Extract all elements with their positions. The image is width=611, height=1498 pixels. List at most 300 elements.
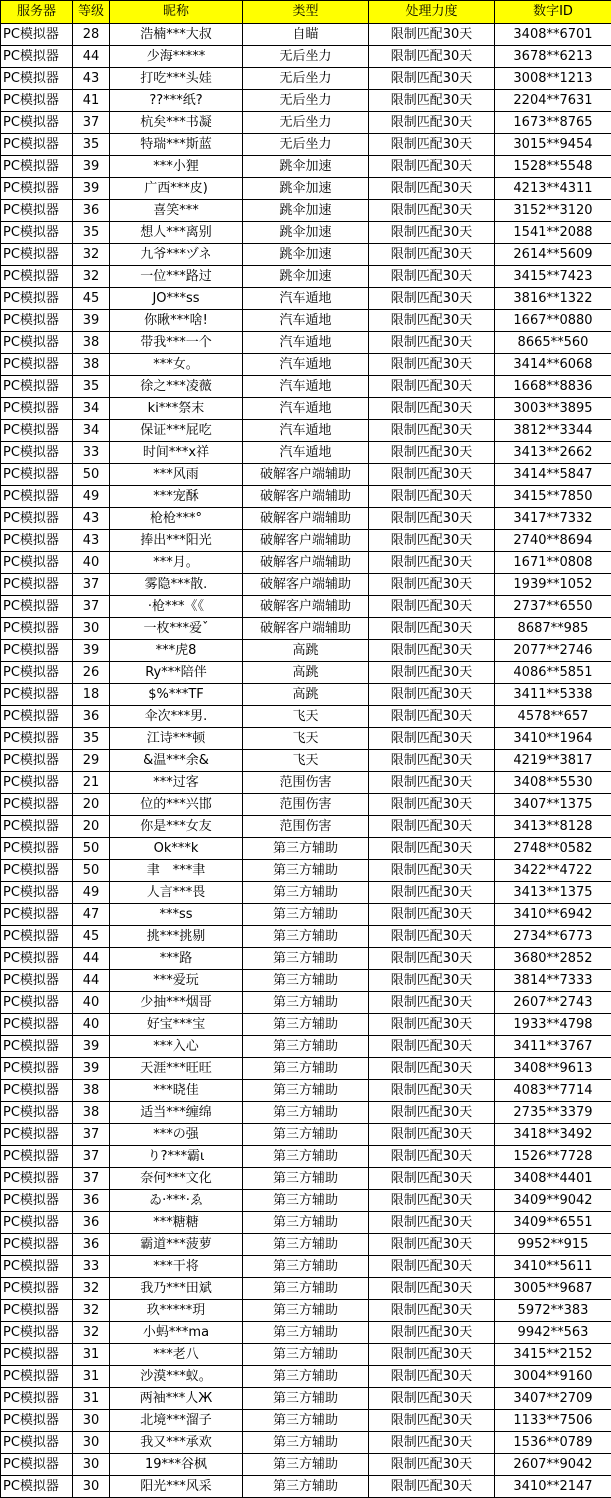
cell-server: PC模拟器 bbox=[1, 728, 73, 750]
table-row bbox=[1, 442, 611, 464]
cell-nickname: ***宠酥 bbox=[110, 486, 243, 508]
cell-digital-id: 3415**7423 bbox=[495, 266, 611, 288]
cell-penalty: 限制匹配30天 bbox=[369, 948, 495, 970]
table-row bbox=[1, 1124, 611, 1146]
cell-digital-id: 1133**7506 bbox=[495, 1410, 611, 1432]
cell-nickname: ***入心 bbox=[110, 1036, 243, 1058]
cell-penalty: 限制匹配30天 bbox=[369, 596, 495, 618]
table-row bbox=[1, 596, 611, 618]
cell-digital-id: 1667**0880 bbox=[495, 310, 611, 332]
cell-digital-id: 4578**657 bbox=[495, 706, 611, 728]
cell-digital-id: 3152**3120 bbox=[495, 200, 611, 222]
table-row bbox=[1, 970, 611, 992]
cell-level: 32 bbox=[73, 1278, 110, 1300]
cell-type: 无后坐力 bbox=[243, 46, 369, 68]
cell-digital-id: 8665**560 bbox=[495, 332, 611, 354]
cell-server: PC模拟器 bbox=[1, 112, 73, 134]
cell-digital-id: 8687**985 bbox=[495, 618, 611, 640]
cell-digital-id: 1939**1052 bbox=[495, 574, 611, 596]
cell-level: 26 bbox=[73, 662, 110, 684]
cell-digital-id: 4083**7714 bbox=[495, 1080, 611, 1102]
cell-type: 飞天 bbox=[243, 750, 369, 772]
cell-nickname: Ry***陪伴 bbox=[110, 662, 243, 684]
cell-server: PC模拟器 bbox=[1, 970, 73, 992]
cell-penalty: 限制匹配30天 bbox=[369, 24, 495, 46]
cell-digital-id: 3408**5530 bbox=[495, 772, 611, 794]
header-row bbox=[1, 1, 611, 24]
cell-type: 汽车遁地 bbox=[243, 442, 369, 464]
cell-nickname: 枪枪***° bbox=[110, 508, 243, 530]
table-row bbox=[1, 640, 611, 662]
table-row bbox=[1, 1322, 611, 1344]
cell-level: 43 bbox=[73, 530, 110, 552]
cell-type: 第三方辅助 bbox=[243, 992, 369, 1014]
cell-server: PC模拟器 bbox=[1, 1058, 73, 1080]
table-row bbox=[1, 156, 611, 178]
cell-nickname: 挑***挑剔 bbox=[110, 926, 243, 948]
cell-server: PC模拟器 bbox=[1, 1256, 73, 1278]
table-row bbox=[1, 288, 611, 310]
cell-penalty: 限制匹配30天 bbox=[369, 640, 495, 662]
cell-penalty: 限制匹配30天 bbox=[369, 772, 495, 794]
cell-level: 43 bbox=[73, 68, 110, 90]
cell-level: 39 bbox=[73, 178, 110, 200]
cell-nickname: ***老八 bbox=[110, 1344, 243, 1366]
cell-server: PC模拟器 bbox=[1, 838, 73, 860]
cell-level: 32 bbox=[73, 244, 110, 266]
cell-nickname: Ok***k bbox=[110, 838, 243, 860]
table-row bbox=[1, 1058, 611, 1080]
cell-level: 32 bbox=[73, 266, 110, 288]
cell-type: 跳伞加速 bbox=[243, 178, 369, 200]
cell-type: 第三方辅助 bbox=[243, 1454, 369, 1476]
cell-nickname: 喜笑*** bbox=[110, 200, 243, 222]
cell-nickname: 小蚂***ma bbox=[110, 1322, 243, 1344]
cell-nickname: 霸道***菠萝 bbox=[110, 1234, 243, 1256]
cell-digital-id: 4086**5851 bbox=[495, 662, 611, 684]
cell-type: 第三方辅助 bbox=[243, 1124, 369, 1146]
cell-type: 破解客户端辅助 bbox=[243, 596, 369, 618]
cell-type: 跳伞加速 bbox=[243, 244, 369, 266]
table-row bbox=[1, 24, 611, 46]
cell-nickname: 想人***离别 bbox=[110, 222, 243, 244]
cell-server: PC模拟器 bbox=[1, 794, 73, 816]
cell-level: 38 bbox=[73, 1102, 110, 1124]
cell-level: 31 bbox=[73, 1388, 110, 1410]
cell-nickname: 位的***兴邯 bbox=[110, 794, 243, 816]
cell-nickname: 北境***溜子 bbox=[110, 1410, 243, 1432]
cell-nickname: 保证***屁吃 bbox=[110, 420, 243, 442]
cell-digital-id: 3413**8128 bbox=[495, 816, 611, 838]
cell-penalty: 限制匹配30天 bbox=[369, 684, 495, 706]
cell-type: 飞天 bbox=[243, 728, 369, 750]
cell-level: 45 bbox=[73, 926, 110, 948]
cell-server: PC模拟器 bbox=[1, 1146, 73, 1168]
cell-type: 第三方辅助 bbox=[243, 1212, 369, 1234]
cell-server: PC模拟器 bbox=[1, 1432, 73, 1454]
cell-type: 无后坐力 bbox=[243, 134, 369, 156]
cell-type: 第三方辅助 bbox=[243, 904, 369, 926]
cell-server: PC模拟器 bbox=[1, 398, 73, 420]
cell-level: 31 bbox=[73, 1366, 110, 1388]
cell-nickname: ***月。 bbox=[110, 552, 243, 574]
table-row bbox=[1, 354, 611, 376]
table-row bbox=[1, 1080, 611, 1102]
cell-level: 45 bbox=[73, 288, 110, 310]
cell-penalty: 限制匹配30天 bbox=[369, 706, 495, 728]
cell-server: PC模拟器 bbox=[1, 486, 73, 508]
table-row bbox=[1, 882, 611, 904]
cell-type: 跳伞加速 bbox=[243, 266, 369, 288]
cell-penalty: 限制匹配30天 bbox=[369, 1124, 495, 1146]
cell-digital-id: 3408**9613 bbox=[495, 1058, 611, 1080]
cell-server: PC模拟器 bbox=[1, 816, 73, 838]
cell-penalty: 限制匹配30天 bbox=[369, 1432, 495, 1454]
cell-penalty: 限制匹配30天 bbox=[369, 1344, 495, 1366]
cell-level: 39 bbox=[73, 156, 110, 178]
cell-type: 汽车遁地 bbox=[243, 310, 369, 332]
cell-server: PC模拟器 bbox=[1, 1234, 73, 1256]
cell-nickname: 雾隐***散. bbox=[110, 574, 243, 596]
cell-type: 第三方辅助 bbox=[243, 1146, 369, 1168]
cell-server: PC模拟器 bbox=[1, 68, 73, 90]
cell-level: 38 bbox=[73, 332, 110, 354]
cell-nickname: 天涯***旺旺 bbox=[110, 1058, 243, 1080]
cell-penalty: 限制匹配30天 bbox=[369, 1234, 495, 1256]
cell-penalty: 限制匹配30天 bbox=[369, 1212, 495, 1234]
cell-penalty: 限制匹配30天 bbox=[369, 464, 495, 486]
cell-type: 第三方辅助 bbox=[243, 1190, 369, 1212]
cell-type: 范围伤害 bbox=[243, 772, 369, 794]
cell-penalty: 限制匹配30天 bbox=[369, 1168, 495, 1190]
cell-level: 34 bbox=[73, 420, 110, 442]
table-row bbox=[1, 1388, 611, 1410]
cell-penalty: 限制匹配30天 bbox=[369, 178, 495, 200]
cell-nickname: ***干将 bbox=[110, 1256, 243, 1278]
cell-level: 38 bbox=[73, 354, 110, 376]
header-digital-id: 数字ID bbox=[495, 1, 611, 24]
cell-level: 28 bbox=[73, 24, 110, 46]
cell-level: 35 bbox=[73, 222, 110, 244]
cell-digital-id: 2607**2743 bbox=[495, 992, 611, 1014]
cell-nickname: 奈何***文化 bbox=[110, 1168, 243, 1190]
cell-level: 37 bbox=[73, 574, 110, 596]
cell-type: 汽车遁地 bbox=[243, 288, 369, 310]
cell-nickname: 两袖***人Ж bbox=[110, 1388, 243, 1410]
cell-penalty: 限制匹配30天 bbox=[369, 156, 495, 178]
cell-type: 破解客户端辅助 bbox=[243, 508, 369, 530]
cell-penalty: 限制匹配30天 bbox=[369, 1388, 495, 1410]
cell-level: 32 bbox=[73, 1300, 110, 1322]
cell-penalty: 限制匹配30天 bbox=[369, 288, 495, 310]
cell-digital-id: 3418**3492 bbox=[495, 1124, 611, 1146]
table-row bbox=[1, 68, 611, 90]
table-row bbox=[1, 992, 611, 1014]
table-row bbox=[1, 200, 611, 222]
cell-nickname: 聿 ***聿 bbox=[110, 860, 243, 882]
cell-nickname: 捧出***阳光 bbox=[110, 530, 243, 552]
cell-penalty: 限制匹配30天 bbox=[369, 552, 495, 574]
cell-level: 36 bbox=[73, 1234, 110, 1256]
cell-level: 37 bbox=[73, 112, 110, 134]
cell-level: 41 bbox=[73, 90, 110, 112]
cell-nickname: 适当***缠绵 bbox=[110, 1102, 243, 1124]
cell-nickname: 我乃***田斌 bbox=[110, 1278, 243, 1300]
cell-penalty: 限制匹配30天 bbox=[369, 816, 495, 838]
cell-digital-id: 1673**8765 bbox=[495, 112, 611, 134]
cell-type: 第三方辅助 bbox=[243, 1344, 369, 1366]
cell-digital-id: 9952**915 bbox=[495, 1234, 611, 1256]
cell-nickname: 好宝***宝 bbox=[110, 1014, 243, 1036]
cell-level: 35 bbox=[73, 728, 110, 750]
cell-nickname: 阳光***风采 bbox=[110, 1476, 243, 1498]
cell-level: 49 bbox=[73, 486, 110, 508]
cell-penalty: 限制匹配30天 bbox=[369, 508, 495, 530]
cell-digital-id: 5972**383 bbox=[495, 1300, 611, 1322]
table-row bbox=[1, 750, 611, 772]
cell-digital-id: 3408**6701 bbox=[495, 24, 611, 46]
cell-level: 37 bbox=[73, 1168, 110, 1190]
cell-type: 第三方辅助 bbox=[243, 1256, 369, 1278]
cell-digital-id: 3005**9687 bbox=[495, 1278, 611, 1300]
cell-nickname: 玖*****玥 bbox=[110, 1300, 243, 1322]
cell-type: 汽车遁地 bbox=[243, 354, 369, 376]
cell-server: PC模拟器 bbox=[1, 46, 73, 68]
cell-nickname: 少抽***烟哥 bbox=[110, 992, 243, 1014]
table-row bbox=[1, 860, 611, 882]
cell-penalty: 限制匹配30天 bbox=[369, 1080, 495, 1102]
cell-digital-id: 3410**2147 bbox=[495, 1476, 611, 1498]
table-row bbox=[1, 926, 611, 948]
table-row bbox=[1, 486, 611, 508]
cell-nickname: 杭矣***书凝 bbox=[110, 112, 243, 134]
cell-level: 36 bbox=[73, 706, 110, 728]
table-row bbox=[1, 1300, 611, 1322]
cell-digital-id: 3422**4722 bbox=[495, 860, 611, 882]
cell-digital-id: 3015**9454 bbox=[495, 134, 611, 156]
table-row bbox=[1, 266, 611, 288]
cell-server: PC模拟器 bbox=[1, 442, 73, 464]
cell-server: PC模拟器 bbox=[1, 266, 73, 288]
cell-server: PC模拟器 bbox=[1, 992, 73, 1014]
cell-type: 汽车遁地 bbox=[243, 376, 369, 398]
cell-digital-id: 3408**4401 bbox=[495, 1168, 611, 1190]
cell-nickname: ??***纸? bbox=[110, 90, 243, 112]
table-row bbox=[1, 1168, 611, 1190]
cell-digital-id: 3414**6068 bbox=[495, 354, 611, 376]
table-body bbox=[1, 24, 611, 1498]
cell-server: PC模拟器 bbox=[1, 1366, 73, 1388]
cell-digital-id: 2614**5609 bbox=[495, 244, 611, 266]
cell-penalty: 限制匹配30天 bbox=[369, 486, 495, 508]
table-row bbox=[1, 552, 611, 574]
table-row bbox=[1, 706, 611, 728]
cell-server: PC模拟器 bbox=[1, 134, 73, 156]
header-level: 等级 bbox=[73, 1, 110, 24]
table-row bbox=[1, 816, 611, 838]
cell-server: PC模拟器 bbox=[1, 508, 73, 530]
cell-digital-id: 3410**6942 bbox=[495, 904, 611, 926]
table-row bbox=[1, 1146, 611, 1168]
cell-penalty: 限制匹配30天 bbox=[369, 574, 495, 596]
cell-digital-id: 3814**7333 bbox=[495, 970, 611, 992]
cell-level: 43 bbox=[73, 508, 110, 530]
cell-server: PC模拟器 bbox=[1, 156, 73, 178]
cell-digital-id: 3413**1375 bbox=[495, 882, 611, 904]
cell-server: PC模拟器 bbox=[1, 1322, 73, 1344]
cell-server: PC模拟器 bbox=[1, 354, 73, 376]
cell-level: 39 bbox=[73, 1058, 110, 1080]
cell-level: 18 bbox=[73, 684, 110, 706]
cell-penalty: 限制匹配30天 bbox=[369, 134, 495, 156]
cell-penalty: 限制匹配30天 bbox=[369, 992, 495, 1014]
cell-digital-id: 4213**4311 bbox=[495, 178, 611, 200]
table-row bbox=[1, 1102, 611, 1124]
cell-digital-id: 3407**1375 bbox=[495, 794, 611, 816]
cell-type: 破解客户端辅助 bbox=[243, 618, 369, 640]
cell-server: PC模拟器 bbox=[1, 618, 73, 640]
table-row bbox=[1, 1212, 611, 1234]
cell-digital-id: 1526**7728 bbox=[495, 1146, 611, 1168]
cell-penalty: 限制匹配30天 bbox=[369, 1300, 495, 1322]
cell-penalty: 限制匹配30天 bbox=[369, 1278, 495, 1300]
cell-nickname: ***糖糖 bbox=[110, 1212, 243, 1234]
header-penalty: 处理力度 bbox=[369, 1, 495, 24]
cell-type: 第三方辅助 bbox=[243, 838, 369, 860]
cell-penalty: 限制匹配30天 bbox=[369, 1146, 495, 1168]
table-row bbox=[1, 332, 611, 354]
cell-type: 无后坐力 bbox=[243, 90, 369, 112]
table-row bbox=[1, 376, 611, 398]
cell-type: 第三方辅助 bbox=[243, 1014, 369, 1036]
cell-server: PC模拟器 bbox=[1, 420, 73, 442]
cell-digital-id: 2077**2746 bbox=[495, 640, 611, 662]
cell-server: PC模拟器 bbox=[1, 1454, 73, 1476]
cell-nickname: 沙漠***蚁。 bbox=[110, 1366, 243, 1388]
cell-level: 37 bbox=[73, 1124, 110, 1146]
table-row bbox=[1, 728, 611, 750]
table-row bbox=[1, 1256, 611, 1278]
cell-nickname: 少海***** bbox=[110, 46, 243, 68]
cell-server: PC模拟器 bbox=[1, 1014, 73, 1036]
table-row bbox=[1, 1432, 611, 1454]
cell-server: PC模拟器 bbox=[1, 1102, 73, 1124]
table-row bbox=[1, 684, 611, 706]
cell-digital-id: 3003**3895 bbox=[495, 398, 611, 420]
cell-digital-id: 3414**5847 bbox=[495, 464, 611, 486]
cell-server: PC模拟器 bbox=[1, 244, 73, 266]
cell-penalty: 限制匹配30天 bbox=[369, 376, 495, 398]
cell-server: PC模拟器 bbox=[1, 552, 73, 574]
cell-penalty: 限制匹配30天 bbox=[369, 1366, 495, 1388]
cell-server: PC模拟器 bbox=[1, 596, 73, 618]
cell-level: 50 bbox=[73, 860, 110, 882]
table-row bbox=[1, 1454, 611, 1476]
cell-penalty: 限制匹配30天 bbox=[369, 222, 495, 244]
cell-penalty: 限制匹配30天 bbox=[369, 112, 495, 134]
cell-level: 39 bbox=[73, 640, 110, 662]
cell-server: PC模拟器 bbox=[1, 1036, 73, 1058]
cell-server: PC模拟器 bbox=[1, 24, 73, 46]
cell-server: PC模拟器 bbox=[1, 706, 73, 728]
table-row bbox=[1, 178, 611, 200]
cell-level: 49 bbox=[73, 882, 110, 904]
cell-penalty: 限制匹配30天 bbox=[369, 1476, 495, 1498]
cell-penalty: 限制匹配30天 bbox=[369, 1256, 495, 1278]
cell-digital-id: 3410**5611 bbox=[495, 1256, 611, 1278]
cell-penalty: 限制匹配30天 bbox=[369, 728, 495, 750]
cell-level: 38 bbox=[73, 1080, 110, 1102]
table-header bbox=[1, 1, 611, 24]
cell-type: 跳伞加速 bbox=[243, 156, 369, 178]
cell-type: 范围伤害 bbox=[243, 816, 369, 838]
cell-penalty: 限制匹配30天 bbox=[369, 1454, 495, 1476]
cell-penalty: 限制匹配30天 bbox=[369, 794, 495, 816]
cell-server: PC模拟器 bbox=[1, 1388, 73, 1410]
cell-type: 破解客户端辅助 bbox=[243, 552, 369, 574]
cell-type: 无后坐力 bbox=[243, 112, 369, 134]
cell-server: PC模拟器 bbox=[1, 1344, 73, 1366]
cell-type: 破解客户端辅助 bbox=[243, 530, 369, 552]
cell-penalty: 限制匹配30天 bbox=[369, 90, 495, 112]
cell-type: 第三方辅助 bbox=[243, 860, 369, 882]
table-row bbox=[1, 222, 611, 244]
cell-digital-id: 2737**6550 bbox=[495, 596, 611, 618]
cell-type: 破解客户端辅助 bbox=[243, 574, 369, 596]
cell-nickname: 19***谷枫 bbox=[110, 1454, 243, 1476]
table-row bbox=[1, 904, 611, 926]
cell-penalty: 限制匹配30天 bbox=[369, 750, 495, 772]
cell-type: 无后坐力 bbox=[243, 68, 369, 90]
cell-level: 36 bbox=[73, 200, 110, 222]
table-row bbox=[1, 1036, 611, 1058]
cell-level: 33 bbox=[73, 442, 110, 464]
table-row bbox=[1, 1410, 611, 1432]
cell-type: 汽车遁地 bbox=[243, 332, 369, 354]
cell-server: PC模拟器 bbox=[1, 90, 73, 112]
cell-server: PC模拟器 bbox=[1, 904, 73, 926]
cell-nickname: 江诗***顿 bbox=[110, 728, 243, 750]
table-row bbox=[1, 420, 611, 442]
cell-type: 破解客户端辅助 bbox=[243, 486, 369, 508]
cell-digital-id: 9942**563 bbox=[495, 1322, 611, 1344]
table-row bbox=[1, 244, 611, 266]
cell-type: 第三方辅助 bbox=[243, 1036, 369, 1058]
cell-level: 29 bbox=[73, 750, 110, 772]
cell-nickname: 徐之***凌薇 bbox=[110, 376, 243, 398]
cell-type: 第三方辅助 bbox=[243, 1278, 369, 1300]
cell-server: PC模拟器 bbox=[1, 376, 73, 398]
cell-type: 第三方辅助 bbox=[243, 1388, 369, 1410]
cell-nickname: 广西***皮) bbox=[110, 178, 243, 200]
cell-type: 跳伞加速 bbox=[243, 222, 369, 244]
cell-penalty: 限制匹配30天 bbox=[369, 332, 495, 354]
cell-server: PC模拟器 bbox=[1, 332, 73, 354]
cell-nickname: 一枚***爱ˇ bbox=[110, 618, 243, 640]
cell-nickname: ***路 bbox=[110, 948, 243, 970]
cell-level: 44 bbox=[73, 970, 110, 992]
cell-nickname: JO***ss bbox=[110, 288, 243, 310]
cell-type: 高跳 bbox=[243, 640, 369, 662]
cell-penalty: 限制匹配30天 bbox=[369, 904, 495, 926]
cell-type: 第三方辅助 bbox=[243, 1234, 369, 1256]
cell-digital-id: 3411**5338 bbox=[495, 684, 611, 706]
cell-level: 20 bbox=[73, 794, 110, 816]
cell-nickname: ***の强 bbox=[110, 1124, 243, 1146]
cell-penalty: 限制匹配30天 bbox=[369, 1014, 495, 1036]
table-row bbox=[1, 1234, 611, 1256]
cell-type: 汽车遁地 bbox=[243, 398, 369, 420]
